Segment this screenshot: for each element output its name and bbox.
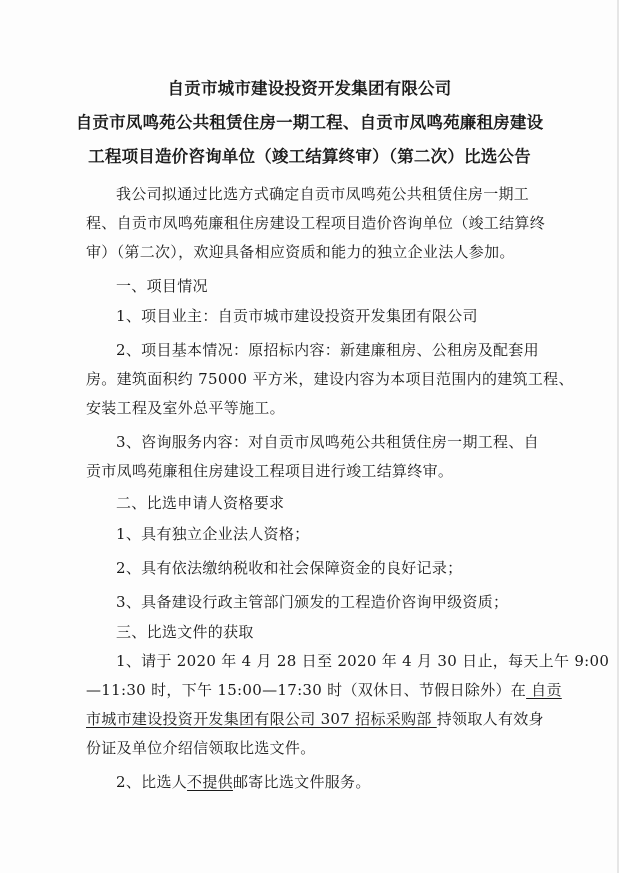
item-basic-info-line: 房。建筑面积约 75000 平方米，建设内容为本项目范围内的建筑工程、 (86, 370, 574, 388)
intro-line: 审）（第二次），欢迎具备相应资质和能力的独立企业法人参加。 (86, 243, 515, 261)
intro-line: 我公司拟通过比选方式确定自贡市凤鸣苑公共租赁住房一期工 (116, 185, 530, 203)
section3-heading: 三、比选文件的获取 (116, 623, 254, 641)
mail-service-line (116, 771, 371, 792)
acquisition-line: 1、请于 2020 年 4 月 28 日至 2020 年 4 月 30 日止，每天上午 9:00 (116, 652, 610, 670)
mail-service-underlined: 不提供 (187, 773, 233, 791)
notice-title-line1: 自贡市凤鸣苑公共租赁住房一期工程、自贡市凤鸣苑廉租房建设 (75, 113, 544, 132)
item-basic-info-line: 安装工程及室外总平等施工。 (86, 399, 285, 417)
item-service-line: 贡市凤鸣苑廉租住房建设工程项目进行竣工结算终审。 (86, 462, 454, 480)
intro-line: 程、自贡市凤鸣苑廉租住房建设工程项目造价咨询单位（竣工结算终 (86, 214, 546, 232)
acquisition-time-text: —11:30 时，下午 15:00—17:30 时（双休日、节假日除外）在 (86, 681, 527, 699)
section1-heading: 一、项目情况 (116, 277, 208, 295)
qualification-item: 3、具备建设行政主管部门颁发的工程造价咨询甲级资质； (116, 593, 509, 611)
section2-heading: 二、比选申请人资格要求 (116, 494, 285, 512)
org-title: 自贡市城市建设投资开发集团有限公司 (167, 79, 452, 98)
mail-service-post: 邮寄比选文件服务。 (232, 773, 371, 791)
mail-service-pre: 2、比选人 (116, 773, 188, 791)
acquisition-line (86, 679, 562, 700)
item-owner: 1、项目业主：自贡市城市建设投资开发集团有限公司 (116, 307, 478, 325)
acquisition-location-underlined: 自贡 (526, 681, 562, 699)
item-basic-info-line: 2、项目基本情况：原招标内容：新建廉租房、公租房及配套用 (116, 341, 539, 359)
acquisition-requirement-text: 持领取人有效身 (436, 710, 544, 728)
item-service-line: 3、咨询服务内容：对自贡市凤鸣苑公共租赁住房一期工程、自 (116, 433, 539, 451)
acquisition-line: 份证及单位介绍信领取比选文件。 (86, 739, 316, 757)
notice-title-line2: 工程项目造价咨询单位（竣工结算终审）（第二次）比选公告 (88, 147, 531, 166)
acquisition-line (86, 708, 544, 729)
qualification-item: 2、具有依法缴纳税收和社会保障资金的良好记录； (116, 559, 463, 577)
qualification-item: 1、具有独立企业法人资格； (116, 525, 310, 543)
acquisition-location-underlined: 市城市建设投资开发集团有限公司 307 招标采购部 (86, 710, 437, 728)
